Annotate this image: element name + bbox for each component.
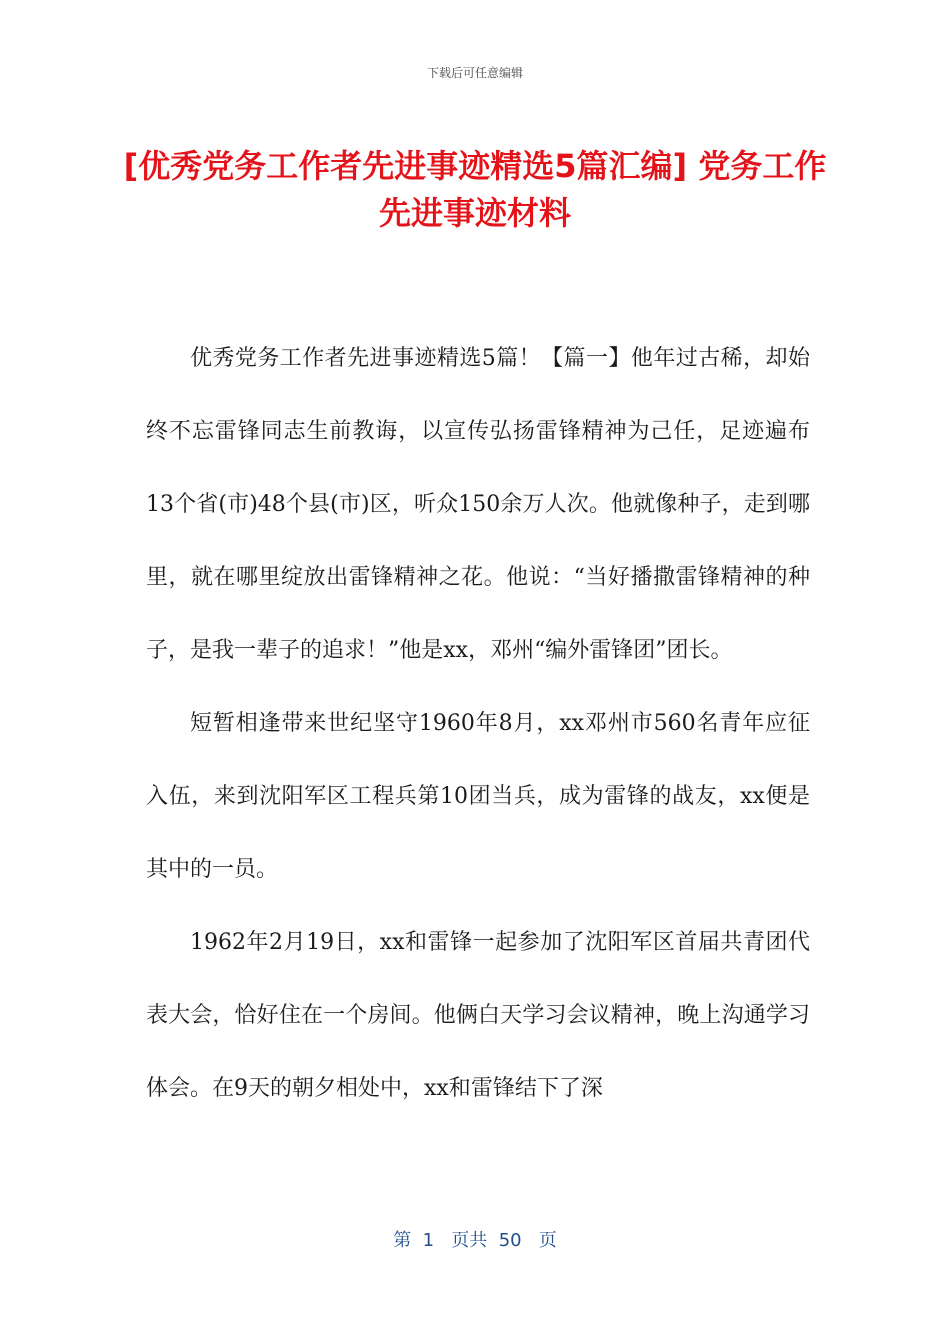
paragraph-3: 1962年2月19日，xx和雷锋一起参加了沈阳军区首届共青团代表大会，恰好住在一个房间。他俩白天学习会议精神，晚上沟通学习体会。在9天的朝夕相处中，xx和雷锋结下了深: [146, 930, 810, 1101]
paragraph-2: 短暂相逢带来世纪坚守1960年8月，xx邓州市560名青年应征入伍，来到沈阳军区工程兵第10团当兵，成为雷锋的战友，xx便是其中的一员。: [146, 711, 810, 882]
document-title: [优秀党务工作者先进事迹精选5篇汇编] 党务工作先进事迹材料: [123, 147, 827, 232]
document-body: [146, 322, 810, 1125]
page-header-note: 下载后可任意编辑: [426, 66, 523, 80]
page-number-footer: 第 1 页共 50 页: [393, 1230, 557, 1251]
paragraph-1: 优秀党务工作者先进事迹精选5篇！【篇一】他年过古稀，却始终不忘雷锋同志生前教诲，以宣传弘扬雷锋精神为己任，足迹遍布13个省(市)48个县(市)区，听众150余万人次。他就像种子，走到哪里，就在哪里绽放出雷锋精神之花。他说：“当好播撒雷锋精神的种子，是我一辈子的追求！”他是xx，邓州“编外雷锋团”团长。: [146, 346, 810, 663]
